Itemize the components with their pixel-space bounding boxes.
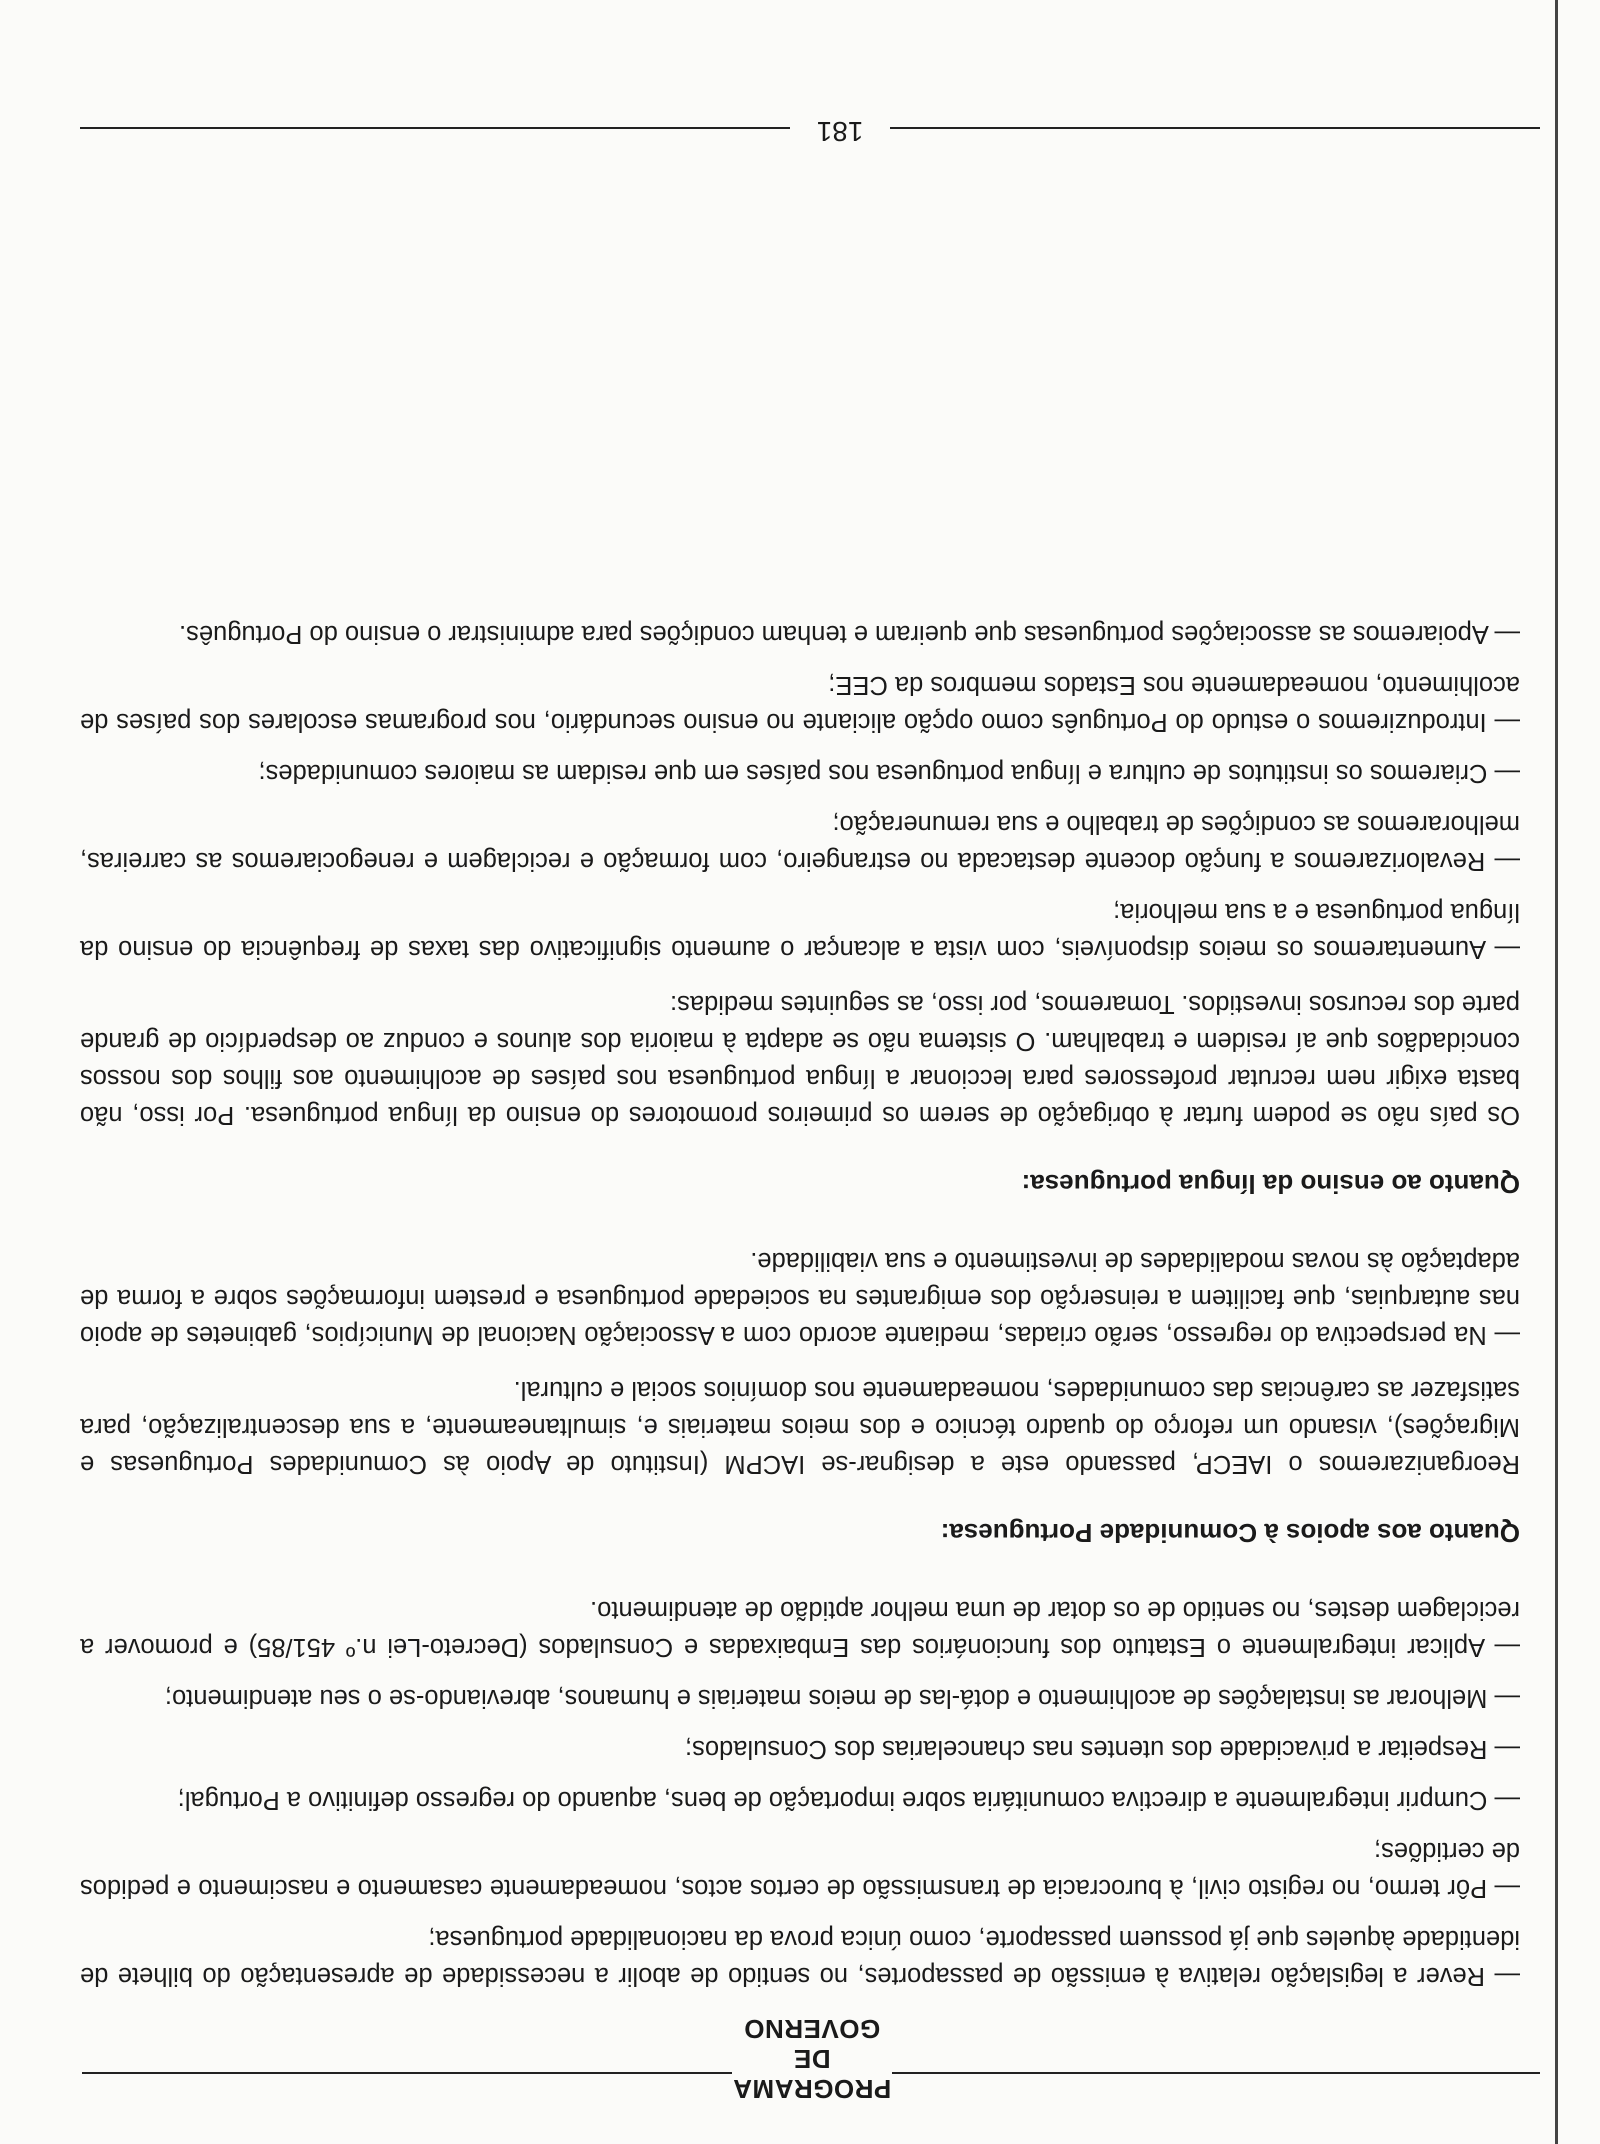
page-header bbox=[80, 2014, 1540, 2104]
binding-edge bbox=[1555, 0, 1558, 2144]
header-title bbox=[732, 2014, 892, 2104]
section-heading: Quanto aos apoios à Comunidade Portuguesa: bbox=[940, 1518, 1520, 1548]
list-item: — Criaremos os institutos de cultura e língua portuguesa nos países em que residam as maiores comunidades; bbox=[258, 759, 1520, 787]
list-item: — Aumentaremos os meios disponíveis, com vista a alcançar o aumento significativo das taxas de frequência do ensino da língua portuguesa e a sua melhoria; bbox=[80, 898, 1520, 963]
list-item: — Cumprir integralmente a directiva comunitária sobre importação de bens, aquando do regresso definitivo a Portugal; bbox=[177, 1786, 1520, 1814]
footer-rule-left bbox=[890, 127, 1540, 129]
list-item: — Pôr termo, no registo civil, à burocracia de transmissão de certos actos, nomeadamente casamento e nascimento e pedidos de certidões; bbox=[80, 1837, 1520, 1902]
page-footer bbox=[80, 109, 1540, 149]
page-number: 181 bbox=[816, 116, 864, 147]
list-item: — Apoiaremos as associações portuguesas que queiram e tenham condições para administrar o ensino do Português. bbox=[179, 620, 1520, 648]
list-item: — Revalorizaremos a função docente destacada no estrangeiro, com formação e reciclagem e renegociaremos as carreiras, melhoraremos as condições de trabalho e sua remuneração; bbox=[80, 810, 1520, 875]
footer-rule-right bbox=[80, 127, 790, 129]
header-rule-right bbox=[82, 2072, 732, 2074]
list-item: — Introduziremos o estudo do Português como opção aliciante no ensino secundário, nos programas escolares dos países de acolhimento, nomeadamente nos Estados membros da CEE; bbox=[80, 671, 1520, 736]
body-text bbox=[80, 601, 1520, 1994]
list-item: — Melhorar as instalações de acolhimento e dotá-las de meios materiais e humanos, abreviando-se o seu atendimento; bbox=[164, 1684, 1520, 1712]
header-title-line2: DE GOVERNO bbox=[743, 2014, 881, 2074]
list-item: — Na perspectiva do regresso, serão criadas, mediante acordo com a Associação Nacional de Municípios, gabinetes de apoio nas autarquias, que facilitem a reinserção dos emigrantes na sociedade portuguesa e prestem informações sobre a forma de adaptação às novas modalidades de investimento e sua viabilidade. bbox=[80, 1247, 1520, 1349]
header-rule-left bbox=[892, 2072, 1540, 2074]
paragraph: Reorganizaremos o IAECP, passando este a designar-se IACPM (Instituto de Apoio às Comunidades Portuguesas e Migrações), visando um reforço do quadro técnico e dos meios materiais e, simultaneamente, a sua descentralização, para satisfazer as carências das comunidades, nomeadamente nos domínios social e cultural. bbox=[80, 1376, 1520, 1478]
list-item: — Rever a legislação relativa à emissão de passaportes, no sentido de abolir a necessidade de apresentação do bilhete de identidade àqueles que já possuem passaporte, como única prova da nacionalidade portuguesa; bbox=[80, 1925, 1520, 1990]
list-item: — Aplicar integralmente o Estatuto dos funcionários das Embaixadas e Consulados (Decreto-Lei n.º 451/85) e promover a reciclagem destes, no sentido de os dotar de uma melhor aptidão de atendimento. bbox=[80, 1596, 1520, 1661]
header-title-line1: PROGRAMA bbox=[732, 2074, 892, 2104]
list-item: — Respeitar a privacidade dos utentes nas chancelarias dos Consulados; bbox=[685, 1735, 1520, 1763]
paragraph: Os país não se podem furtar à obrigação de serem os primeiros promotores do ensino da língua portuguesa. Por isso, não basta exigir nem recrutar professores para leccionar a língua portuguesa nos países de acolhimento aos filhos dos nossos concidadãos que aí residem e trabalham. O sistema não se adapta à maioria dos alunos e conduz ao desperdício de grande parte dos recursos investidos. Tomaremos, por isso, as seguintes medidas: bbox=[80, 990, 1520, 1129]
section-heading: Quanto ao ensino da língua portuguesa: bbox=[1021, 1169, 1520, 1199]
